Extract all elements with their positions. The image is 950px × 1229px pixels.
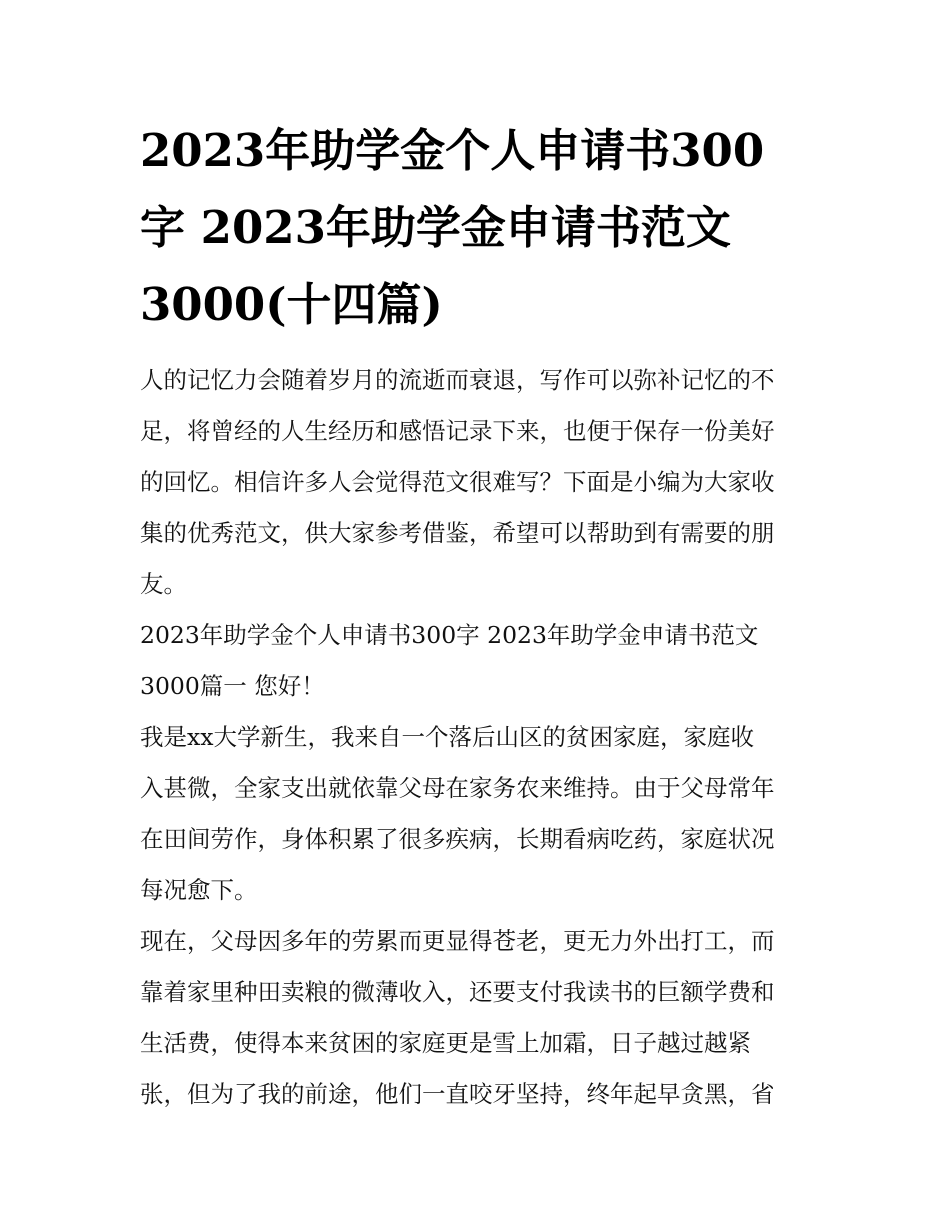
text-line: 我是xx大学新生，我来自一个落后山区的贫困家庭，家庭收 <box>140 723 755 751</box>
section-heading-paragraph <box>140 610 812 712</box>
document-content <box>140 112 812 1120</box>
text-line: 友。 <box>140 570 187 598</box>
text-line: 入甚微，全家支出就依靠父母在家务农来维持。由于父母常年 <box>140 774 775 802</box>
text-line: 3000篇一 您好！ <box>140 672 325 700</box>
text-line: 现在，父母因多年的劳累而更显得苍老，更无力外出打工，而 <box>140 927 775 955</box>
text-line: 生活费，使得本来贫困的家庭更是雪上加霜，日子越过越紧 <box>140 1029 751 1057</box>
title-line: 字 2023年助学金申请书范文 <box>140 201 731 254</box>
text-line: 足，将曾经的人生经历和感悟记录下来，也便于保存一份美好 <box>140 417 775 445</box>
text-line: 每况愈下。 <box>140 876 258 904</box>
body-paragraph <box>140 712 812 916</box>
text-line: 的回忆。相信许多人会觉得范文很难写？下面是小编为大家收 <box>140 468 775 496</box>
text-line: 2023年助学金个人申请书300字 2023年助学金申请书范文 <box>140 621 759 649</box>
title-line: 3000(十四篇) <box>140 278 443 331</box>
body-paragraph <box>140 916 812 1120</box>
text-line: 张，但为了我的前途，他们一直咬牙坚持，终年起早贪黑，省 <box>140 1080 775 1108</box>
text-line: 人的记忆力会随着岁月的流逝而衰退，写作可以弥补记忆的不 <box>140 366 775 394</box>
text-line: 集的优秀范文，供大家参考借鉴，希望可以帮助到有需要的朋 <box>140 519 775 547</box>
document-title <box>140 112 812 343</box>
text-line: 靠着家里种田卖粮的微薄收入，还要支付我读书的巨额学费和 <box>140 978 775 1006</box>
text-line: 在田间劳作，身体积累了很多疾病，长期看病吃药，家庭状况 <box>140 825 775 853</box>
title-line: 2023年助学金个人申请书300 <box>140 124 765 177</box>
intro-paragraph <box>140 355 812 610</box>
